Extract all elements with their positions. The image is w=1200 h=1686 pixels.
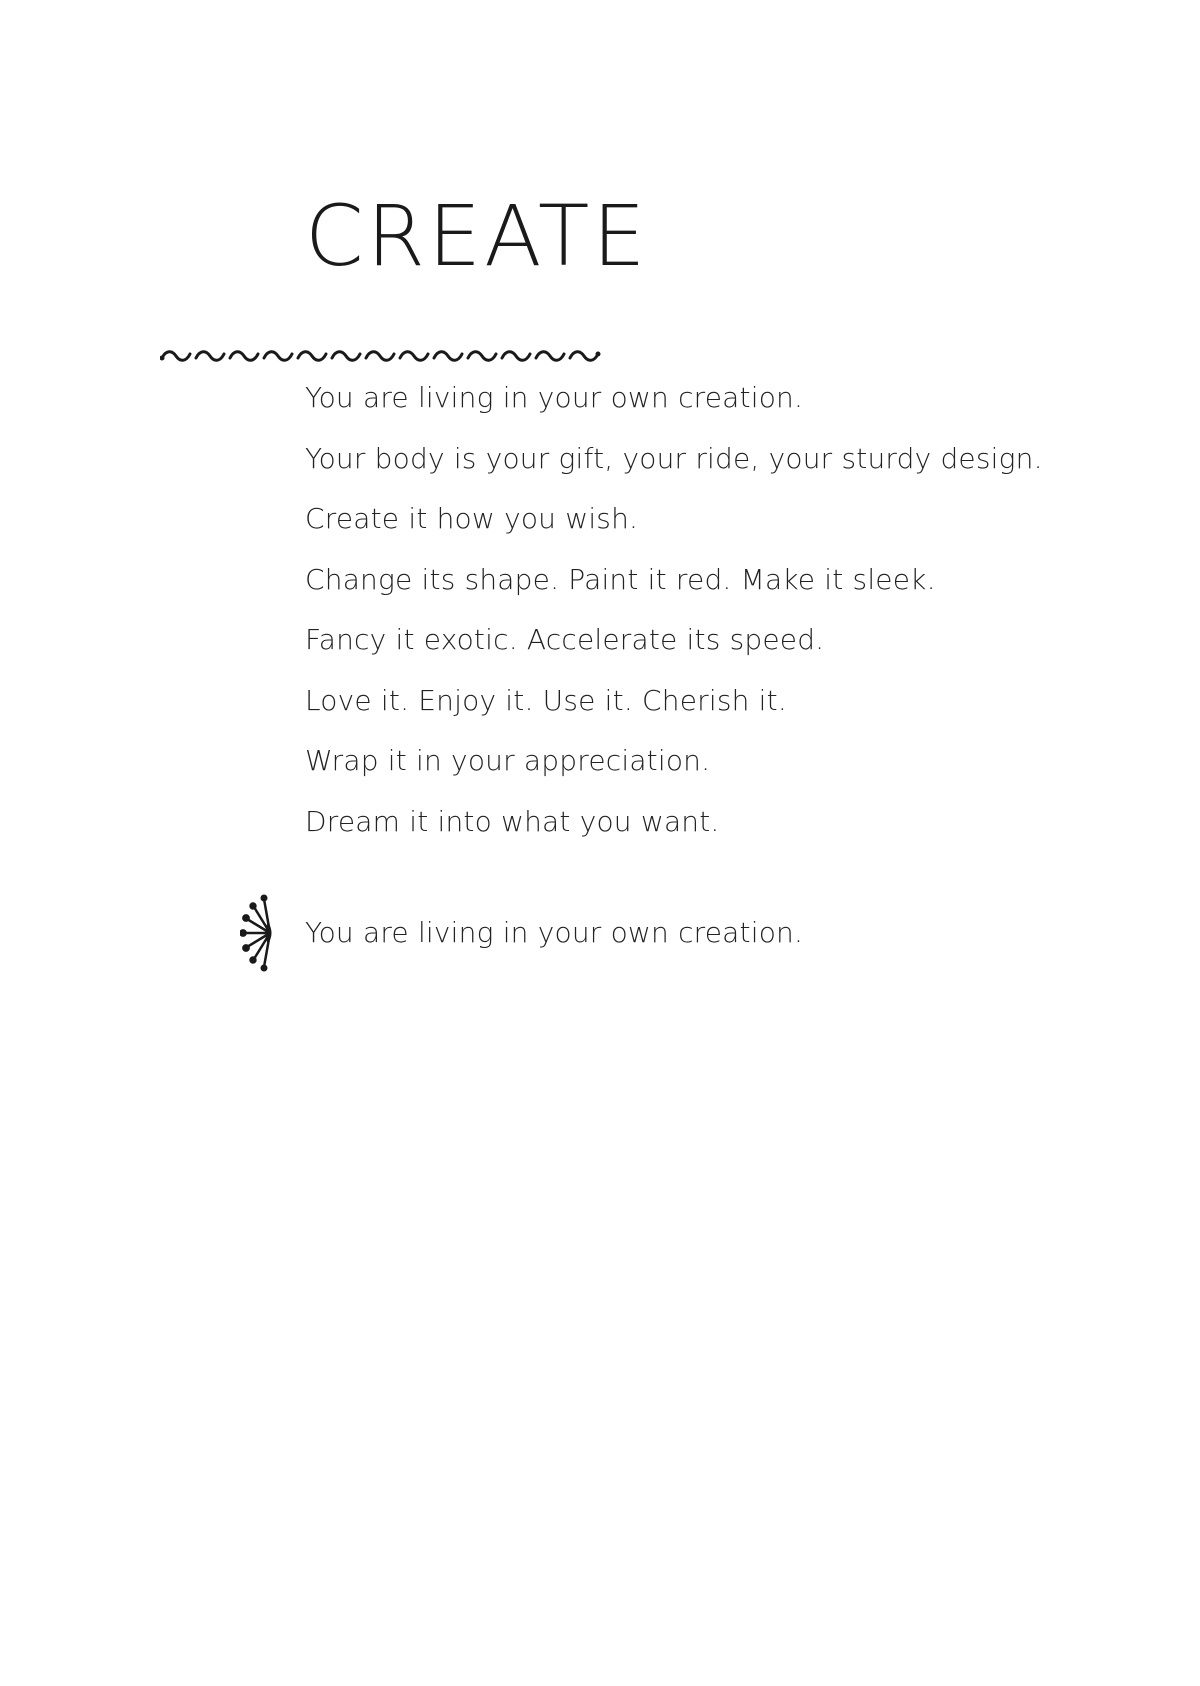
page-title: CREATE (305, 187, 649, 285)
poem-line: You are living in your own creation. (305, 381, 804, 414)
closing-line: You are living in your own creation. (305, 916, 804, 949)
wave-divider-ornament (160, 344, 610, 368)
poem-line: Wrap it in your appreciation. (305, 744, 711, 777)
poem-line: Change its shape. Paint it red. Make it sleek. (305, 562, 936, 596)
poem (305, 368, 1043, 852)
poem-line: Create it how you wish. (305, 502, 639, 535)
closing-section (240, 893, 803, 973)
fan-ornament-icon (240, 893, 276, 973)
wave-divider-path (162, 352, 598, 361)
poem-line: Love it. Enjoy it. Use it. Cherish it. (305, 683, 787, 717)
poem-line: Dream it into what you want. (305, 804, 720, 838)
poem-line: Fancy it exotic. Accelerate its speed. (305, 623, 825, 656)
poem-line: Your body is your gift, your ride, your sturdy design. (305, 441, 1043, 475)
